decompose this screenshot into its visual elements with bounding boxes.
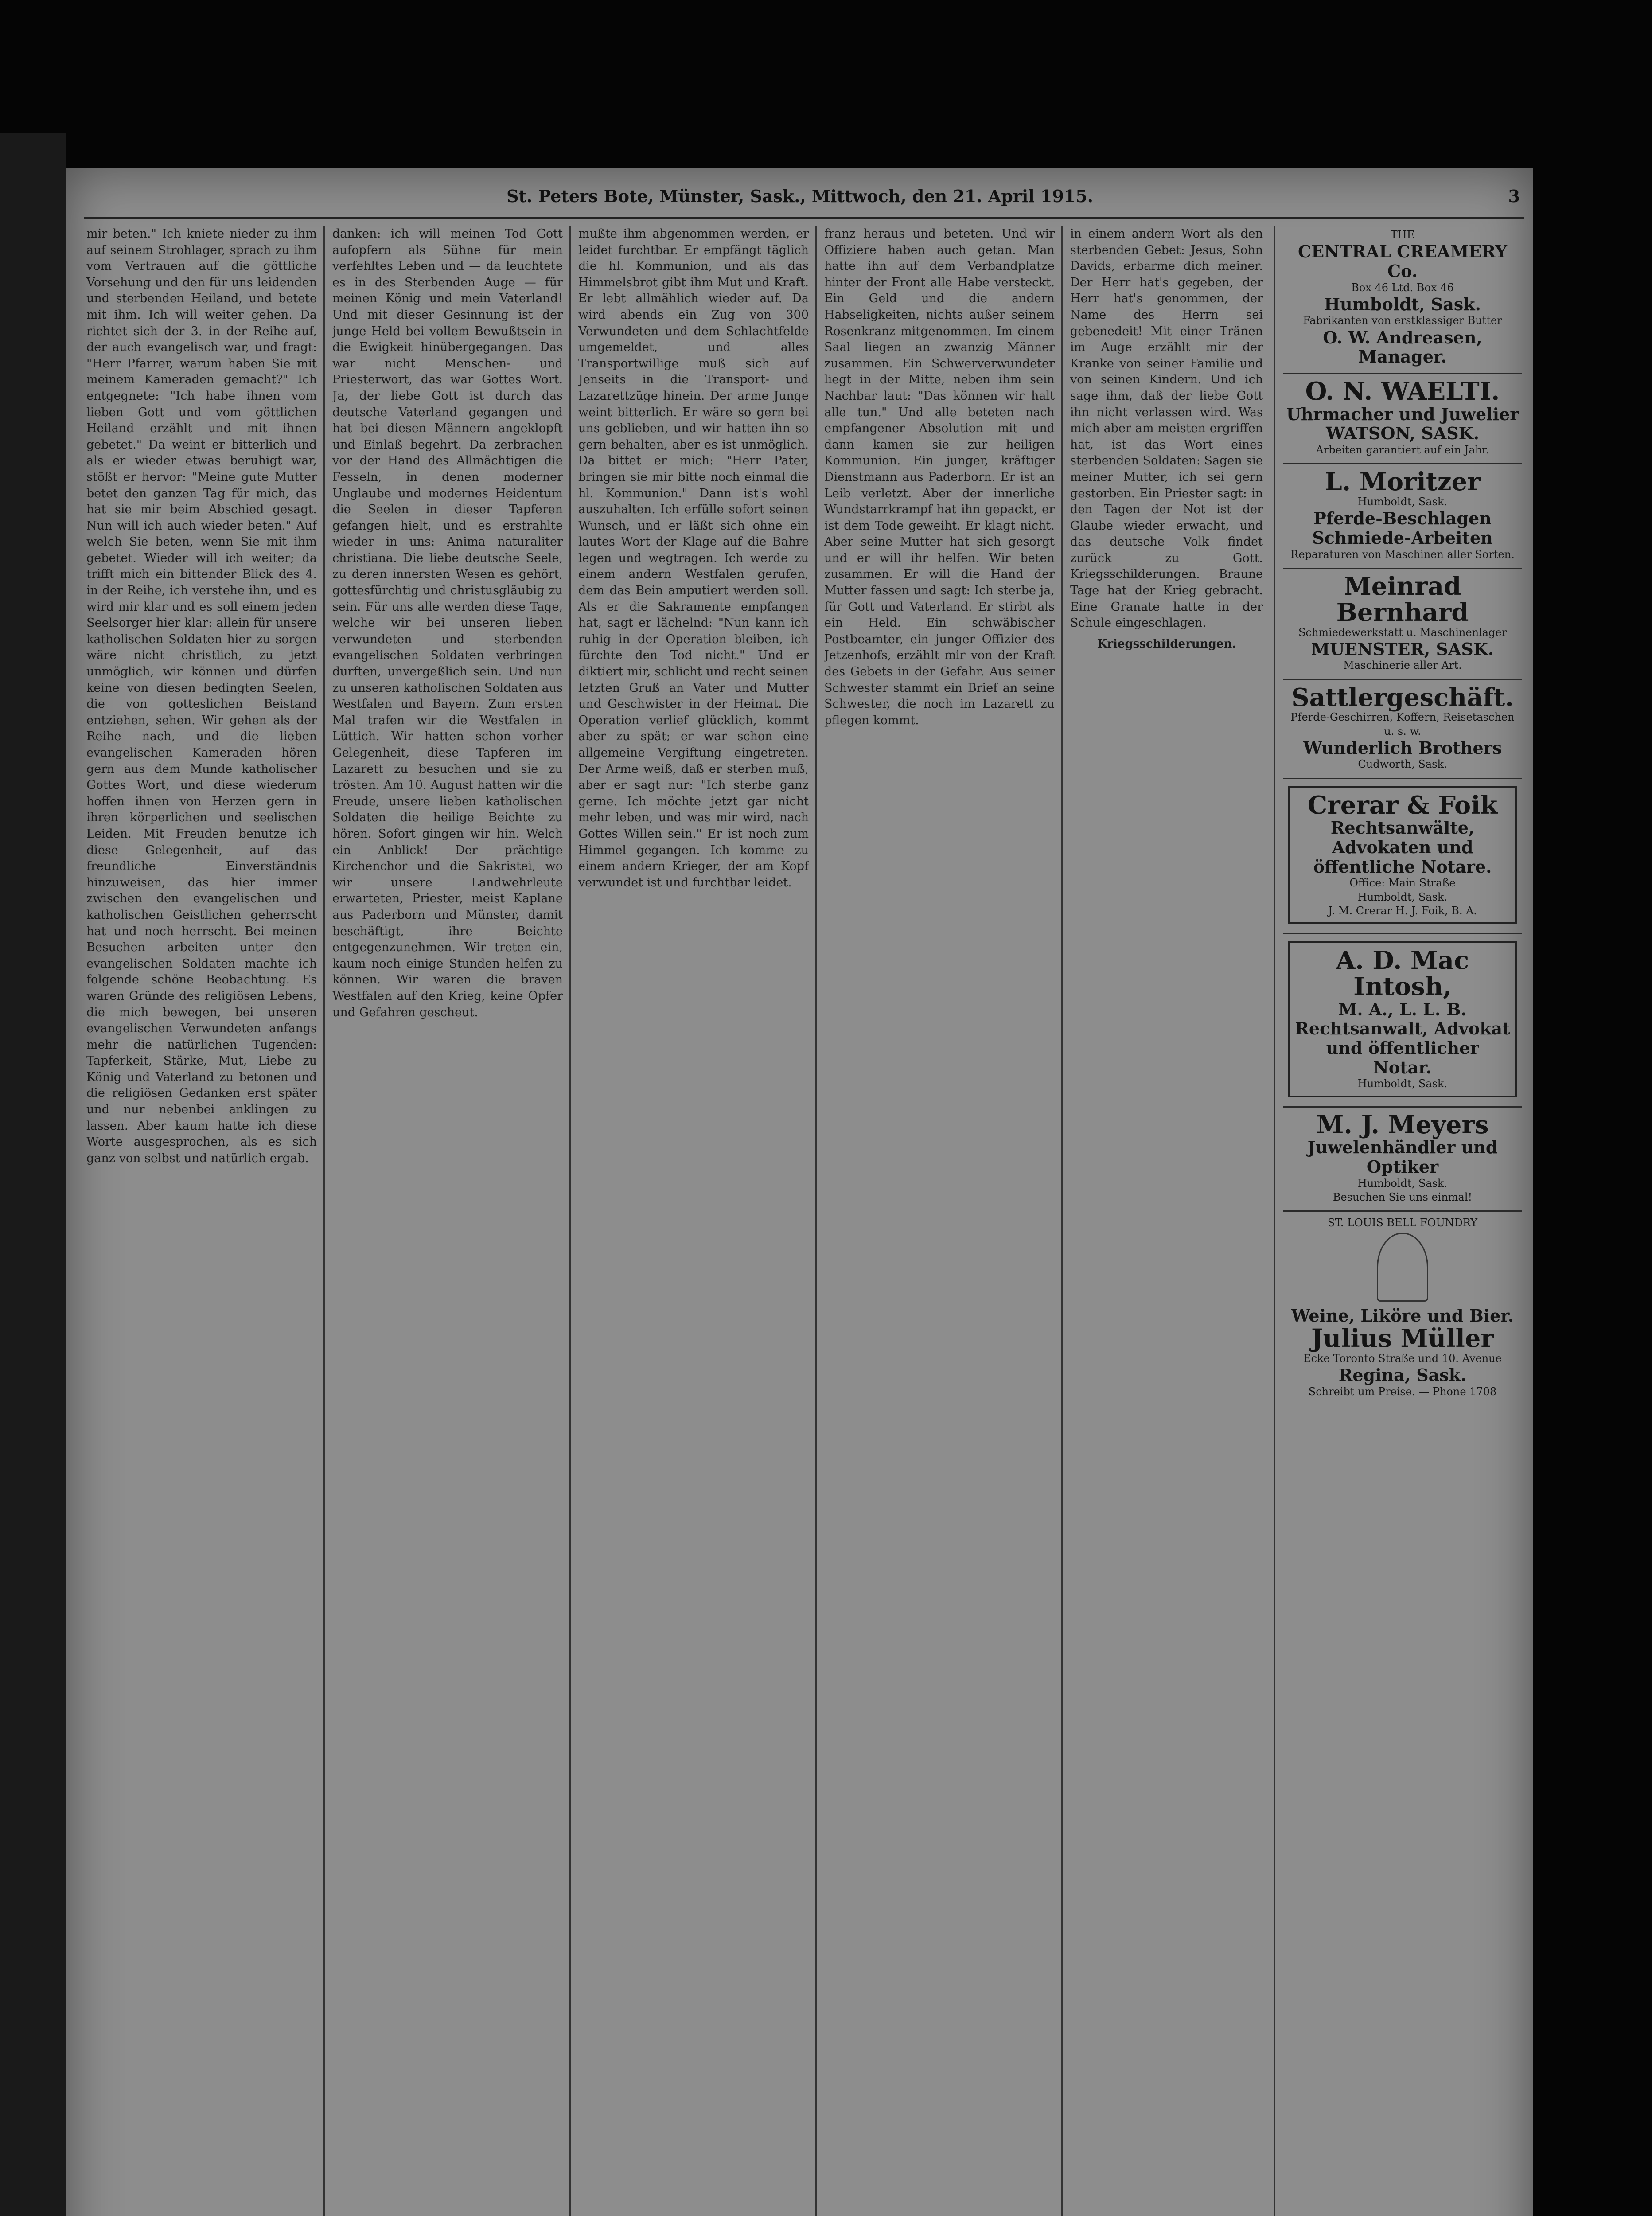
column-4-text: franz heraus und beteten. Und wir Offiziere haben auch getan. Man hatte ihn auf dem Verbandplatze hinter der Front alle Habe versteckt. Ein Geld und die andern Habseligkeiten, nichts außer seinem Rosenkranz mitgenommen. Im einem Saal liegen an zwanzig Männer zusammen. Ein Schwerverwundeter liegt in der Mitte, neben ihm sein Nachbar laut: "Das können wir halt alle tun." Und alle beteten nach empfangener Absolution mit und dann kamen sie zur heiligen Kommunion. Ein junger, kräftiger Dienstmann aus Paderborn. Er ist an Leib verletzt. Aber der innerliche Wundstarrkrampf hat ihn gepackt, er ist dem Tode geweiht. Er klagt nicht. Aber seine Mutter hat sich gesorgt und er will ihr helfen. Wir beten zusammen. Er will die Hand der Mutter fassen und sagt: Ich sterbe ja, für Gott und Vaterland. Er stirbt als ein Held. Ein schwäbischer Postbeamter, ein junger Offizier des Jetzenhofs, erzählt mir von der Kraft des Gebets in der Gefahr. Aus seiner Schwester stammt ein Brief an seine Schwester, die noch im Lazarett zu pflegen kommt. xyxy=(824,227,1055,727)
ad-bernhard xyxy=(1283,569,1522,680)
ad-text: Rechtsanwälte, Advokaten und öffentliche Notare. xyxy=(1313,818,1492,877)
article-column-4 xyxy=(824,226,1055,2216)
ad-text: M. A., L. L. B. xyxy=(1338,999,1467,1019)
ad-text: Pferde-Beschlagen xyxy=(1313,508,1492,529)
ad-text: O. W. Andreasen, Manager. xyxy=(1323,327,1482,367)
ad-text: Humboldt, Sask. xyxy=(1324,294,1481,314)
ad-macintosh xyxy=(1283,934,1522,1108)
ad-title: Meinrad Bernhard xyxy=(1336,571,1469,627)
column-divider xyxy=(569,226,571,2216)
ad-meyers xyxy=(1283,1108,1522,1212)
ad-text: THE xyxy=(1390,229,1415,241)
ad-text: Humboldt, Sask. xyxy=(1357,890,1448,903)
ad-title: Sattlergeschäft. xyxy=(1291,683,1514,712)
bell-icon xyxy=(1377,1233,1428,1302)
ad-text: Box 46 Ltd. Box 46 xyxy=(1351,281,1454,294)
section-heading: Kriegsschilderungen. xyxy=(1097,637,1236,651)
ad-title: CENTRAL CREAMERY Co. xyxy=(1297,242,1508,281)
ad-text: Schmiede-Arbeiten xyxy=(1312,528,1493,548)
column-divider xyxy=(1274,226,1275,2216)
ad-text: Wunderlich Brothers xyxy=(1303,737,1502,758)
ad-text: MUENSTER, SASK. xyxy=(1311,639,1494,659)
ad-sattlergeschaeft xyxy=(1283,680,1522,779)
ad-text: Arbeiten garantiert auf ein Jahr. xyxy=(1316,444,1489,456)
ad-mueller xyxy=(1283,1212,1522,1405)
ad-text: Reparaturen von Maschinen aller Sorten. xyxy=(1290,548,1515,561)
ad-central-creamery xyxy=(1283,224,1522,374)
ad-title: M. J. Meyers xyxy=(1316,1110,1489,1139)
ad-text: J. M. Crerar H. J. Foik, B. A. xyxy=(1328,904,1477,917)
article-column-3 xyxy=(578,226,809,2216)
advertisement-column xyxy=(1283,224,1522,2216)
ad-title: Crerar & Foik xyxy=(1307,790,1498,820)
article-column-5 xyxy=(1070,226,1263,2216)
masthead-title: St. Peters Bote, Münster, Sask., Mittwoch, den 21. April 1915. xyxy=(507,186,1093,206)
ad-title: A. D. Mac Intosh, xyxy=(1336,946,1469,1001)
column-divider xyxy=(323,226,325,2216)
ad-text: Fabrikanten von erstklassiger Butter xyxy=(1303,314,1502,327)
article-column-1 xyxy=(86,226,317,2216)
ad-frame xyxy=(1288,941,1517,1097)
ad-text: Cudworth, Sask. xyxy=(1358,758,1447,771)
ad-moritzer xyxy=(1283,464,1522,569)
newspaper-page xyxy=(66,168,1533,2216)
ad-title: O. N. WAELTI. xyxy=(1305,377,1500,406)
column-divider xyxy=(815,226,817,2216)
ad-text: Humboldt, Sask. xyxy=(1357,1077,1448,1090)
ad-text: Weine, Liköre und Bier. xyxy=(1291,1306,1514,1326)
ad-title: L. Moritzer xyxy=(1325,467,1481,497)
ad-text: Pferde-Geschirren, Koffern, Reisetaschen u. s. w. xyxy=(1290,711,1515,737)
ad-text: Humboldt, Sask. xyxy=(1357,495,1448,508)
ad-text: Regina, Sask. xyxy=(1338,1365,1467,1385)
ad-text: WATSON, SASK. xyxy=(1326,423,1479,444)
ad-text: Besuchen Sie uns einmal! xyxy=(1333,1190,1473,1203)
ad-text: Maschinerie aller Art. xyxy=(1343,659,1462,672)
article-column-2 xyxy=(332,226,563,2216)
masthead xyxy=(66,186,1533,217)
column-5-text: in einem andern Wort als den sterbenden Gebet: Jesus, Sohn Davids, erbarme dich meiner. Der Herr hat's gegeben, der Herr hat's genommen, der Name des Herrn sei gebenedeit! Mit einer Tränen im Auge erzählt mir der Kranke von seiner Familie und von seinen Kindern. Und ich sage ihm, daß der liebe Gott ihn nicht verlassen wird. Was mich aber am meisten ergriffen hat, ist das Wort eines sterbenden Soldaten: Sagen sie meiner Mutter, ich sei gern gestorben. Ein Priester sagt: in den Tagen der Not ist der Glaube wieder erwacht, und das deutsche Volk findet zurück zu Gott. Kriegsschilderungen. Braune Tage hat der Krieg gebracht. Eine Granate hatte in der Schule eingeschlagen. xyxy=(1070,227,1263,630)
ad-title: Julius Müller xyxy=(1311,1323,1494,1353)
column-2-text: danken: ich will meinen Tod Gott aufopfern als Sühne für mein verfehltes Leben und — da leuchtete es in des Sterbenden Auge — für meinen König und mein Vaterland! Und mit dieser Gesinnung ist der junge Held bei vollem Bewußtsein in die Ewigkeit hinübergegangen. Das war nicht Menschen- und Priesterwort, das war Gottes Wort. Ja, der liebe Gott ist durch das deutsche Vaterland gegangen und hat bei diesen Männern angeklopft und Einlaß begehrt. Da zerbrachen vor der Hand des Allmächtigen die Fesseln, in denen moderner Unglaube und modernes Heidentum die Seelen in dieser Tapferen gefangen hielt, und es erstrahlte wieder in uns: Anima naturaliter christiana. Die liebe deutsche Seele, zu deren innersten Wesen es gehört, gottesfürchtig und christusgläubig zu sein. Für uns alle werden diese Tage, welche wir bei unseren lieben verwundeten und sterbenden evangelischen Soldaten verbringen durften, unvergeßlich sein. Und nun zu unseren katholischen Soldaten aus Westfalen und Bayern. Zum ersten Mal trafen wir die Westfalen in Lüttich. Wir hatten schon vorher Gelegenheit, diese Tapferen im Lazarett zu besuchen und sie zu trösten. Am 10. August hatten wir die Freude, unsere lieben katholischen Soldaten die heilige Beichte zu hören. Sofort gingen wir hin. Welch ein Anblick! Der prächtige Kirchenchor und die Sakristei, wo wir unsere Landwehrleute erwarteten, Priester, meist Kaplane aus Paderborn und Münster, damit beschäftigt, ihre Beichte entgegenzunehmen. Wir treten ein, kaum noch einige Stunden helfen zu können. Wir waren die braven Westfalen auf den Krieg, keine Opfer und Gefahren gescheut. xyxy=(332,227,563,1019)
ad-frame xyxy=(1288,786,1517,924)
ad-text: Ecke Toronto Straße und 10. Avenue xyxy=(1303,1352,1502,1365)
ad-text: Uhrmacher und Juwelier xyxy=(1286,404,1519,424)
column-1-text: mir beten." Ich kniete nieder zu ihm auf seinem Strohlager, sprach zu ihm vom Vertrauen auf die göttliche Vorsehung und den für uns leidenden und sterbenden Heiland, und betete mit ihm. Ich will weiter gehen. Da richtet sich der 3. in der Reihe auf, der auch evangelisch war, und fragt: "Herr Pfarrer, warum haben Sie mit meinem Kameraden gemacht?" Ich entgegnete: "Ich habe ihnen vom lieben Gott und vom göttlichen Heiland erzählt und mit ihnen gebetet." Da weint er bitterlich und als er wieder etwas beruhigt war, stößt er hervor: "Meine gute Mutter betet den ganzen Tag für mich, das hat sie mir beim Abschied gesagt. Nun will ich auch wieder beten." Auf welch Sie beten, wenn Sie mit ihm gebetet. Wieder will ich weiter; da trifft mich ein bittender Blick des 4. in der Reihe, ich verstehe ihn, und es wird mir klar und es soll einem jeden Seelsorger hier klar: allein für unsere katholischen Soldaten hier zu sorgen wäre nicht christlich, zu jetzt unmöglich, wir können und dürfen keine von diesen bedingten Seelen, die von gotteslichen Beistand entziehen, sehen. Wir gehen als der Reihe nach, und die lieben evangelischen Kameraden hören gern aus dem Munde katholischer Gottes Wort, und diese wiederum hoffen ihnen von Herzen gern in ihren körperlichen und seelischen Leiden. Mit Freuden benutze ich diese Gelegenheit, auf das freundliche Einverständnis hinzuweisen, das hier immer zwischen den evangelischen und katholischen Geistlichen geherrscht hat und noch herrscht. Bei meinen Besuchen arbeiten unter den evangelischen Soldaten machte ich folgende schöne Beobachtung. Es waren Gründe des religiösen Lebens, die mich bewegen, bei unseren evangelischen Verwundeten anfangs mehr die natürlichen Tugenden: Tapferkeit, Stärke, Mut, Liebe zu König und Vaterland zu betonen und die religiösen Gedanken erst später und nur nebenbei anklingen zu lassen. Aber kaum hatte ich diese Worte ausgesprochen, als es sich ganz von selbst und natürlich ergab. xyxy=(86,227,317,1165)
ad-waelti xyxy=(1283,374,1522,464)
ad-text: Office: Main Straße xyxy=(1349,877,1456,890)
header-rule xyxy=(84,217,1524,219)
ad-text: Rechtsanwalt, Advokat und öffentlicher Notar. xyxy=(1295,1018,1510,1077)
ad-text: ST. LOUIS BELL FOUNDRY xyxy=(1327,1217,1478,1229)
ad-crerar-foik xyxy=(1283,779,1522,934)
film-edge xyxy=(0,133,66,2216)
page-number: 3 xyxy=(1508,186,1520,206)
ad-text: Juwelenhändler und Optiker xyxy=(1307,1137,1498,1177)
ad-text: Schreibt um Preise. — Phone 1708 xyxy=(1308,1385,1497,1398)
ad-text: Schmiedewerkstatt u. Maschinenlager xyxy=(1298,626,1507,639)
ad-text: Humboldt, Sask. xyxy=(1357,1177,1448,1190)
column-3-text: mußte ihm abgenommen werden, er leidet furchtbar. Er empfängt täglich die hl. Kommunion, und als das Himmelsbrot gibt ihm Mut und Kraft. Er lebt allmählich wieder auf. Da wird abends ein Zug von 300 Verwundeten und dem Schlachtfelde umgemeldet, und alles Transportwillige muß sich auf Jenseits in die Transport- und Lazarettzüge hinein. Der arme Junge weint bitterlich. Er wäre so gern bei uns geblieben, und wir hatten ihn so gern behalten, aber es ist unmöglich. Da bittet er mich: "Herr Pater, bringen sie mir bitte noch einmal die hl. Kommunion." Dann ist's wohl auszuhalten. Ich erfülle sofort seinen Wunsch, und er läßt sich ohne ein lautes Wort der Klage auf die Bahre legen und wegtragen. Ich werde zu einem andern Westfalen gerufen, dem das Bein amputiert werden soll. Als er die Sakramente empfangen hat, sagt er lächelnd: "Nun kann ich ruhig in der Operation bleiben, ich fürchte den Tod nicht." Und er diktiert mir, schlicht und recht seinen letzten Gruß an Vater und Mutter und Geschwister in der Heimat. Die Operation verlief glücklich, kommt aber zu spät; er war schon eine allgemeine Vergiftung eingetreten. Der Arme weiß, daß er sterben muß, aber er sagt nur: "Ich sterbe ganz gerne. Ich möchte jetzt gar nicht mehr leben, und was mir wird, nach Gottes Willen sein." Er ist noch zum Himmel gegangen. Ich komme zu einem andern Krieger, der am Kopf verwundet ist und furchtbar leidet. xyxy=(578,227,809,890)
column-divider xyxy=(1061,226,1063,2216)
